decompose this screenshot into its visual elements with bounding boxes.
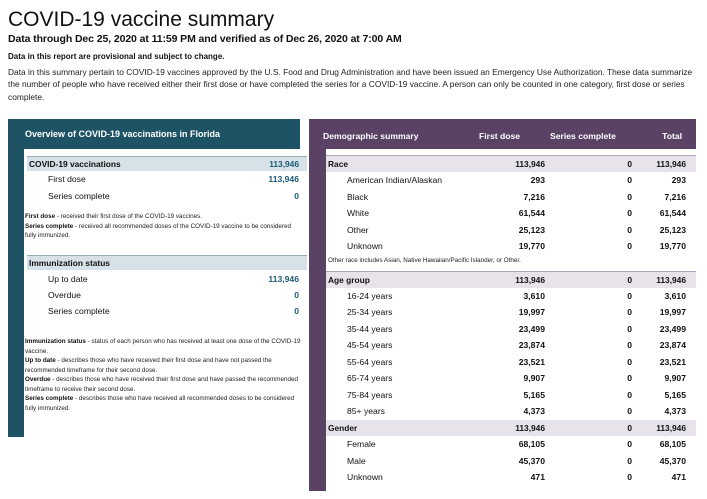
note-overdue: Overdue - describes those who have received their first dose and have passed the recommended timeframe to receive their second dose. <box>25 376 299 393</box>
row-first: 3,610 <box>523 290 545 301</box>
row-label: 85+ years <box>347 406 385 416</box>
row-first: 23,499 <box>518 323 545 334</box>
row-label: Female <box>347 439 376 449</box>
row-series: 0 <box>627 208 632 218</box>
age-header-row <box>326 271 696 288</box>
row-total: 19,770 <box>659 241 686 251</box>
table-row <box>326 387 696 404</box>
row-total: 4,373 <box>664 406 686 416</box>
table-row <box>326 238 696 255</box>
gender-total: 113,946 <box>656 422 686 433</box>
page-subtitle: Data through Dec 25, 2020 at 11:59 PM and verified as of Dec 26, 2020 at 7:00 AM <box>8 33 402 45</box>
first-dose-value: 113,946 <box>268 174 299 184</box>
row-label: 45-54 years <box>347 340 393 350</box>
row-total: 61,544 <box>659 208 686 218</box>
overview-content <box>24 149 311 437</box>
overdue-label: Overdue <box>48 290 81 300</box>
race-footnote: Other race includes Asian, Native Hawaiian/Pacific Islander, or Other. <box>328 257 521 264</box>
row-label: 75-84 years <box>347 389 393 400</box>
row-series: 0 <box>627 224 632 235</box>
row-total: 23,499 <box>659 323 686 334</box>
table-row <box>326 469 696 486</box>
row-label: American Indian/Alaskan <box>347 175 443 185</box>
gender-title: Gender <box>328 422 358 433</box>
row-series: 0 <box>627 340 632 350</box>
age-series: 0 <box>627 275 632 285</box>
row-first: 25,123 <box>518 224 545 235</box>
row-first: 4,373 <box>523 406 545 416</box>
immunization-header-row <box>27 255 307 270</box>
race-total: 113,946 <box>656 159 686 169</box>
gender-header-row <box>326 420 696 437</box>
series-complete-value: 0 <box>294 191 299 201</box>
vaccinations-title: COVID-19 vaccinations <box>29 159 121 169</box>
series-complete-label: Series complete <box>48 191 110 201</box>
up-to-date-row <box>27 272 307 287</box>
vaccinations-notes <box>25 212 301 241</box>
row-label: Unknown <box>347 472 383 482</box>
first-dose-row <box>27 172 307 187</box>
table-row <box>326 304 696 321</box>
row-total: 25,123 <box>659 224 686 235</box>
series-complete-row <box>27 189 307 204</box>
row-total: 3,610 <box>664 290 686 301</box>
row-series: 0 <box>627 175 632 185</box>
immunization-series-value: 0 <box>294 306 299 316</box>
table-row <box>326 337 696 354</box>
table-row <box>326 453 696 470</box>
age-title: Age group <box>328 275 370 285</box>
row-label: 35-44 years <box>347 323 393 334</box>
row-label: Unknown <box>347 241 383 251</box>
row-first: 45,370 <box>518 455 545 466</box>
immunization-title: Immunization status <box>29 258 110 268</box>
header-total: Total <box>662 131 682 141</box>
row-total: 45,370 <box>659 455 686 466</box>
overview-panel <box>8 119 300 437</box>
immunization-series-label: Series complete <box>48 306 110 316</box>
row-total: 23,521 <box>659 356 686 367</box>
row-first: 19,770 <box>518 241 545 251</box>
row-series: 0 <box>627 290 632 301</box>
row-total: 293 <box>671 175 686 185</box>
row-label: Male <box>347 455 366 466</box>
row-series: 0 <box>627 472 632 482</box>
row-first: 19,997 <box>518 307 545 317</box>
immunization-notes <box>25 337 301 413</box>
row-series: 0 <box>627 356 632 367</box>
vaccinations-header-row <box>27 156 307 171</box>
race-first: 113,946 <box>515 159 545 169</box>
row-first: 68,105 <box>518 439 545 449</box>
row-series: 0 <box>627 373 632 383</box>
row-label: White <box>347 208 369 218</box>
provisional-note: Data in this report are provisional and subject to change. <box>8 52 225 61</box>
row-label: 16-24 years <box>347 290 393 301</box>
note-first-dose: First dose - received their first dose of the COVID-19 vaccines. <box>25 213 203 220</box>
row-series: 0 <box>627 439 632 449</box>
row-total: 7,216 <box>664 191 686 202</box>
row-label: 65-74 years <box>347 373 393 383</box>
row-series: 0 <box>627 455 632 466</box>
header-demographic: Demographic summary <box>323 131 419 141</box>
row-total: 471 <box>671 472 686 482</box>
overview-header: Overview of COVID-19 vaccinations in Florida <box>25 129 221 139</box>
row-first: 23,521 <box>518 356 545 367</box>
page-title: COVID-19 vaccine summary <box>8 8 275 31</box>
row-first: 471 <box>530 472 545 482</box>
row-series: 0 <box>627 323 632 334</box>
demographic-panel <box>309 119 696 491</box>
row-series: 0 <box>627 241 632 251</box>
gender-first: 113,946 <box>515 422 545 433</box>
row-series: 0 <box>627 406 632 416</box>
table-row <box>326 370 696 387</box>
row-series: 0 <box>627 191 632 202</box>
row-total: 68,105 <box>659 439 686 449</box>
row-total: 5,165 <box>664 389 686 400</box>
row-total: 23,874 <box>659 340 686 350</box>
header-series-complete: Series complete <box>550 131 616 141</box>
row-first: 293 <box>530 175 545 185</box>
vaccinations-total: 113,946 <box>269 159 299 169</box>
immunization-series-row <box>27 304 307 319</box>
overdue-row <box>27 288 307 303</box>
row-first: 61,544 <box>518 208 545 218</box>
row-label: 25-34 years <box>347 307 393 317</box>
note-immunization-status: Immunization status - status of each person who has received at least one dose of the COVID-19 vaccine. <box>25 338 301 355</box>
row-first: 9,907 <box>523 373 545 383</box>
row-total: 19,997 <box>659 307 686 317</box>
race-title: Race <box>328 159 349 169</box>
table-row <box>326 189 696 206</box>
intro-paragraph: Data in this summary pertain to COVID-19 vaccines approved by the U.S. Food and Drug Administration and have been issued an Emergency Use Authorization. These data summarize the number of people who have received either their first dose or have completed the series for a COVID-19 vaccine. A person can only be counted in one category, first dose or series complete. <box>8 67 693 102</box>
row-series: 0 <box>627 307 632 317</box>
row-first: 23,874 <box>518 340 545 350</box>
first-dose-label: First dose <box>48 174 86 184</box>
row-first: 7,216 <box>523 191 545 202</box>
race-series: 0 <box>627 159 632 169</box>
row-first: 5,165 <box>523 389 545 400</box>
age-first: 113,946 <box>515 275 545 285</box>
table-row <box>326 321 696 338</box>
row-series: 0 <box>627 389 632 400</box>
row-label: Black <box>347 191 369 202</box>
header-first-dose: First dose <box>479 131 521 141</box>
overdue-value: 0 <box>294 290 299 300</box>
note-series-complete: Series complete - received all recommended doses of the COVID-19 vaccine to be considered fully immunized. <box>25 222 292 239</box>
row-label: Other <box>347 224 369 235</box>
age-total: 113,946 <box>656 275 686 285</box>
table-row <box>326 172 696 189</box>
table-row <box>326 205 696 222</box>
note-series-complete-2: Series complete - describes those who have received all recommended doses to be considered fully immunized. <box>25 395 295 412</box>
table-row <box>326 288 696 305</box>
note-up-to-date: Up to date - describes those who have received their first dose and have not passed the recommended timeframe for their second dose. <box>25 357 272 374</box>
gender-series: 0 <box>627 422 632 433</box>
table-row <box>326 403 696 420</box>
row-total: 9,907 <box>664 373 686 383</box>
table-row <box>326 222 696 239</box>
race-header-row <box>326 155 696 172</box>
up-to-date-value: 113,946 <box>268 274 299 284</box>
demographic-table <box>326 149 696 491</box>
table-row <box>326 436 696 453</box>
row-label: 55-64 years <box>347 356 393 367</box>
table-row <box>326 354 696 371</box>
up-to-date-label: Up to date <box>48 274 88 284</box>
